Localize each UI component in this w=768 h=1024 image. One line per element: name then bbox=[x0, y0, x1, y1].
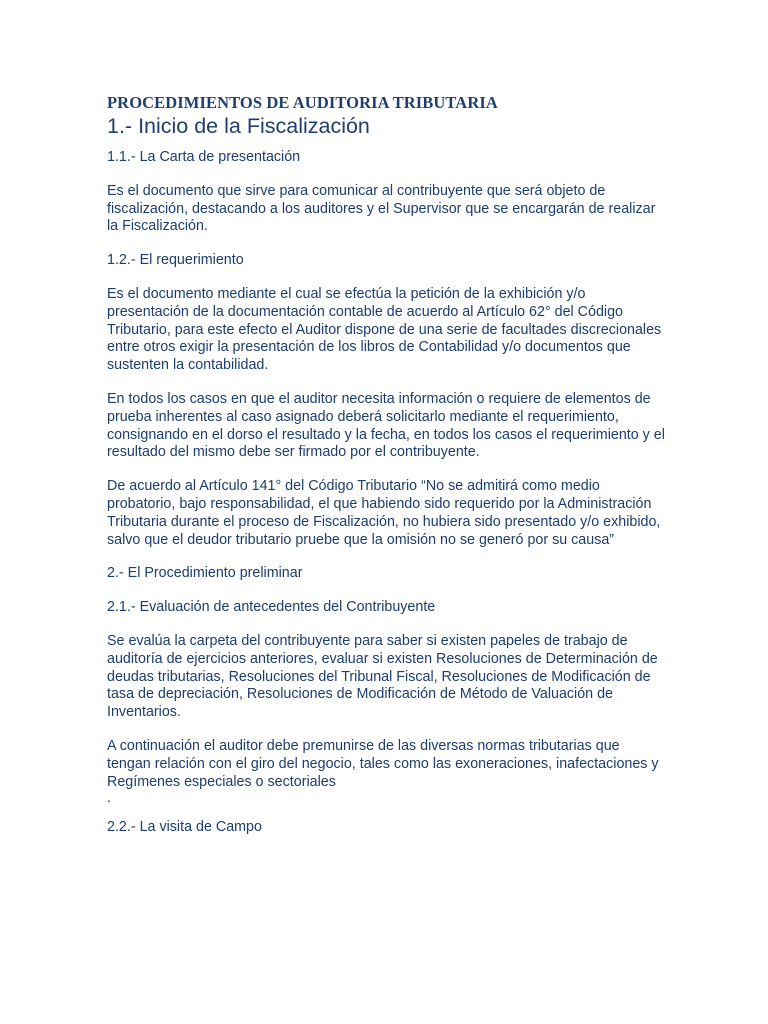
document-body bbox=[107, 93, 667, 853]
section-1-heading: 1.- Inicio de la Fiscalización bbox=[107, 114, 370, 138]
paragraph-requerimiento-definicion: Es el documento mediante el cual se efectúa la petición de la exhibición y/o presentación de la documentación contable de acuerdo al Artículo 62° del Código Tributario, para este efecto el Auditor dispone de una serie de facultades discrecionales entre otros exigir la presentación de los libros de Contabilidad y/o documentos que sustenten la contabilidad. bbox=[107, 285, 662, 374]
subsection-1-1-heading: 1.1.- La Carta de presentación bbox=[107, 149, 301, 165]
subsection-1-2-heading: 1.2.- El requerimiento bbox=[107, 252, 244, 269]
subsection-2-2-heading: 2.2.- La visita de Campo bbox=[107, 819, 262, 836]
subsection-2-1-heading: 2.1.- Evaluación de antecedentes del Contribuyente bbox=[107, 599, 436, 616]
paragraph-normas-tributarias: A continuación el auditor debe premunirse de las diversas normas tributarias que tengan relación con el giro del negocio, tales como las exoneraciones, inafectaciones y Regímenes especiales o sectoriales bbox=[107, 737, 659, 790]
paragraph-evaluacion-carpeta: Se evalúa la carpeta del contribuyente para saber si existen papeles de trabajo de auditoría de ejercicios anteriores, evaluar si existen Resoluciones de Determinación de deudas tributarias, Resoluciones del Tribunal Fiscal, Resoluciones de Modificación de tasa de depreciación, Resoluciones de Modificación de Método de Valuación de Inventarios. bbox=[107, 632, 658, 721]
section-2-heading: 2.- El Procedimiento preliminar bbox=[107, 565, 303, 582]
paragraph-carta-presentacion: Es el documento que sirve para comunicar al contribuyente que será objeto de fiscalización, destacando a los auditores y el Supervisor que se encargarán de realizar la Fiscalización. bbox=[107, 182, 656, 235]
document-title: PROCEDIMIENTOS DE AUDITORIA TRIBUTARIA bbox=[107, 93, 498, 112]
stray-dot: . bbox=[107, 790, 111, 807]
paragraph-requerimiento-casos: En todos los casos en que el auditor necesita información o requiere de elementos de prueba inherentes al caso asignado deberá solicitarlo mediante el requerimiento, consignando en el dorso el resultado y la fecha, en todos los casos el requerimiento y el resultado del mismo debe ser firmado por el contribuyente. bbox=[107, 390, 665, 461]
paragraph-articulo-141: De acuerdo al Artículo 141° del Código Tributario “No se admitirá como medio probatorio, bajo responsabilidad, el que habiendo sido requerido por la Administración Tributaria durante el proceso de Fiscalización, no hubiera sido presentado y/o exhibido, salvo que el deudor tributario pruebe que la omisión no se generó por su causa” bbox=[107, 478, 661, 548]
